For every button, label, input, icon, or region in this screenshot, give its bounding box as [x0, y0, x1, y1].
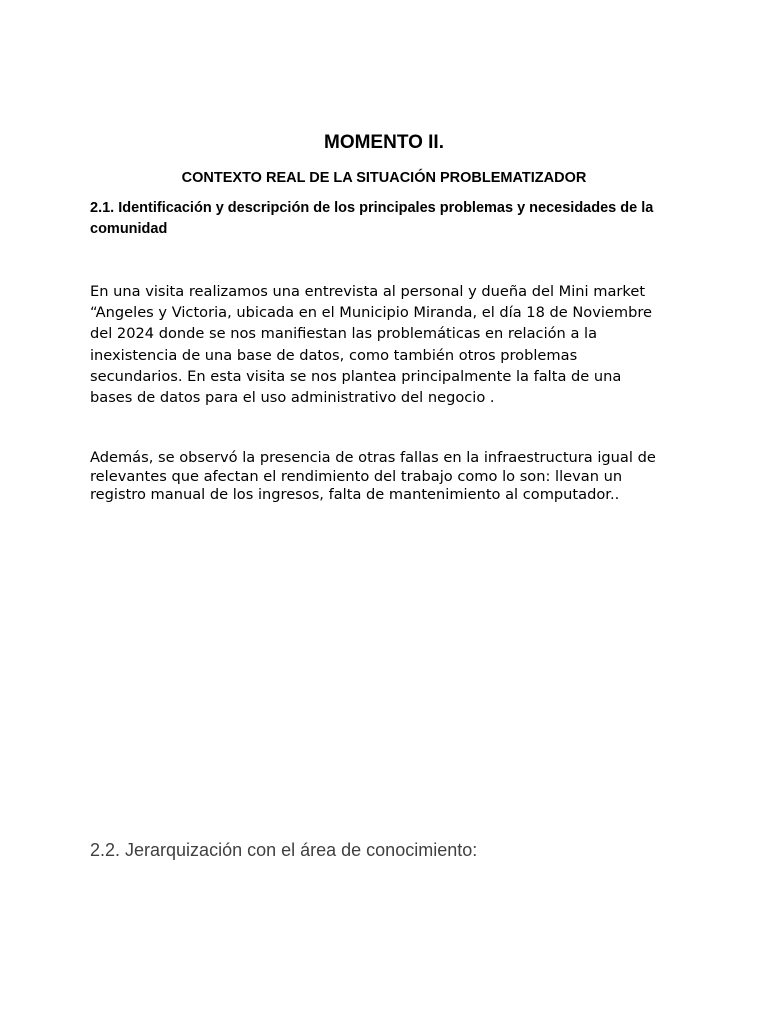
paragraph-line: “Angeles y Victoria, ubicada en el Municipio Miranda, el día 18 de Noviembre — [90, 304, 653, 322]
paragraph-line: bases de datos para el uso administrativo del negocio . — [90, 389, 495, 407]
paragraph-line: En una visita realizamos una entrevista al personal y dueña del Mini market — [90, 283, 646, 300]
paragraph-line: registro manual de los ingresos, falta de mantenimiento al computador.. — [90, 486, 620, 503]
paragraph-line: relevantes que afectan el rendimiento del trabajo como lo son: llevan un — [90, 467, 623, 485]
page-subtitle: CONTEXTO REAL DE LA SITUACIÓN PROBLEMATIZADOR — [181, 170, 587, 186]
paragraph-line: inexistencia de una base de datos, como también otros problemas — [90, 346, 578, 364]
paragraph-visit — [90, 281, 690, 408]
section-heading-2-2: 2.2. Jerarquización con el área de conocimiento: — [90, 840, 478, 860]
page-title: MOMENTO II. — [324, 132, 444, 153]
section-heading-2-1 — [90, 198, 690, 240]
paragraph-line: Además, se observó la presencia de otras fallas en la infraestructura igual de — [90, 449, 656, 466]
paragraph-line: secundarios. En esta visita se nos plantea principalmente la falta de una — [90, 367, 622, 385]
section-heading-line: comunidad — [90, 221, 168, 237]
section-heading-line: 2.1. Identificación y descripción de los principales problemas y necesidades de la — [90, 200, 654, 216]
paragraph-observations — [90, 449, 690, 505]
paragraph-line: del 2024 donde se nos manifiestan las problemáticas en relación a la — [90, 325, 598, 343]
